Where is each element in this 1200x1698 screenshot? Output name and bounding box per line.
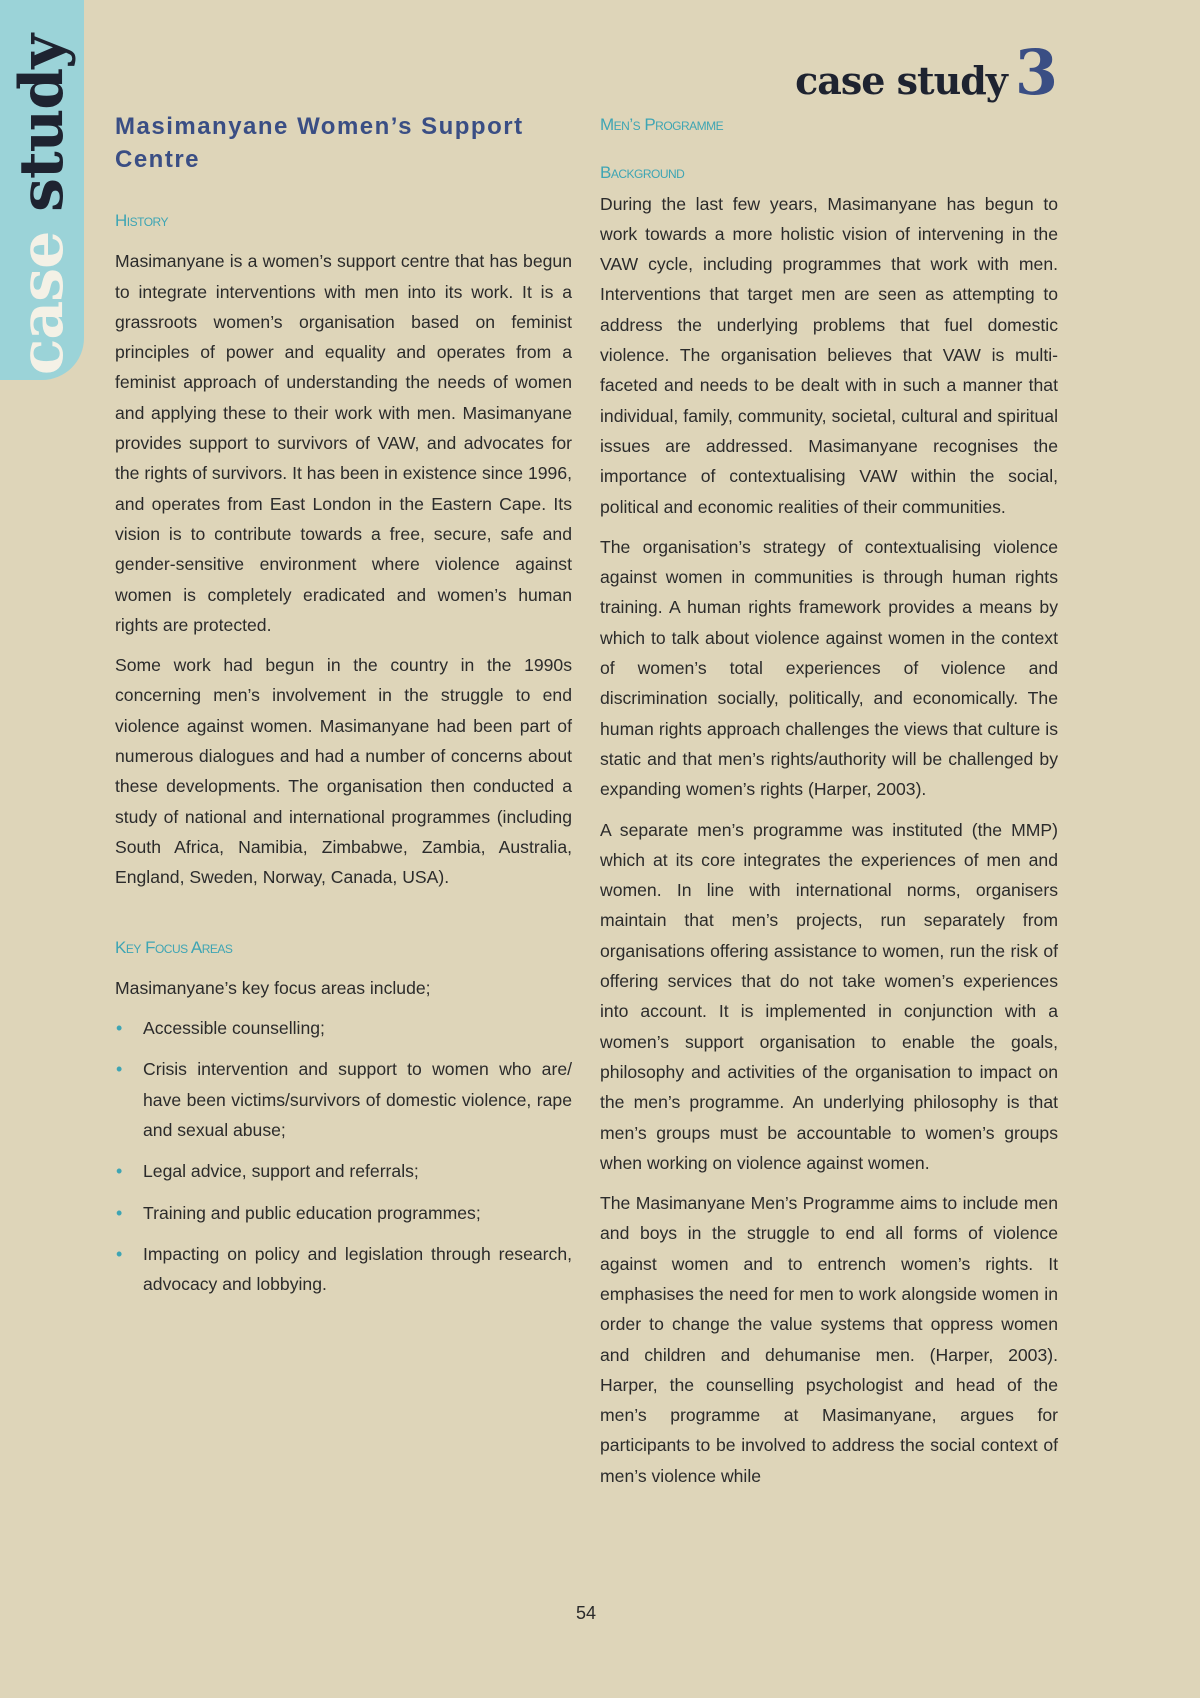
history-paragraph: Masimanyane is a women’s support centre that has begun to integrate interventions with men into its work. It is a grassroots women’s organisation based on feminist principles of power and equality and operates from a feminist approach of understanding the needs of women and applying these to their work with men. Masimanyane provides support to survivors of VAW, and advocates for the rights of survivors. It has been in existence since 1996, and operates from East London in the Eastern Cape. Its vision is to contribute towards a free, secure, safe and gender-sensitive environment where violence against women is completely eradicated and women’s human rights are protected. [115,251,572,635]
bullet-icon: • [116,1059,123,1080]
background-heading: Background [600,163,685,183]
list-item [115,1198,572,1228]
body-paragraph: The Masimanyane Men’s Programme aims to include men and boys in the struggle to end all forms of violence against women and to entrench women’s rights. It emphasises the need for men to work alongside women in order to change the value systems that oppress women and children and dehumanise men. (Harper, 2003). Harper, the counselling psychologist and head of the men’s programme at Masimanyane, argues for participants to be involved to address the social context of men’s violence while [600,1193,1058,1486]
side-tab-label-part2: study [7,34,77,212]
bullet-icon: • [116,1018,123,1039]
right-column [600,110,1058,1501]
side-tab-label-part1: case [7,231,77,376]
bullet-icon: • [116,1202,123,1223]
history-paragraph: Some work had begun in the country in the 1990s concerning men’s involvement in the struggle to end violence against women. Masimanyane had been part of numerous dialogues and had a number of concerns about these developments. The organisation then conducted a study of national and international programmes (including South Africa, Namibia, Zimbabwe, Zambia, Australia, England, Sweden, Norway, Canada, USA). [115,655,572,888]
bullet-icon: • [116,1243,123,1264]
list-item-text: Training and public education programmes; [143,1202,481,1223]
page-title: Masimanyane Women’s Support Centre [115,113,524,173]
case-study-label: case study [795,58,1007,103]
list-item [115,1156,572,1186]
page-number: 54 [575,1603,597,1623]
history-heading: History [115,211,169,230]
list-item [115,1239,572,1300]
key-focus-heading: Key Focus Areas [115,937,233,957]
key-focus-list [115,1013,572,1299]
list-item-text: Legal advice, support and referrals; [143,1161,419,1182]
list-item [115,1054,572,1145]
body-paragraph: The organisation’s strategy of contextualising violence against women in communities is through human rights training. A human rights framework provides a means by which to talk about violence against women in the context of women’s total experiences of violence and discrimination socially, politically, and economically. The human rights approach challenges the views that culture is static and that men’s rights/authority will be challenged by expanding women’s rights (Harper, 2003). [600,536,1058,800]
mens-programme-heading: Men’s Programme [600,115,724,134]
list-item-text: Impacting on policy and legislation through research, advocacy and lobbying. [143,1243,572,1295]
list-item-text: Accessible counselling; [143,1018,325,1039]
case-study-number: 3 [1014,36,1058,109]
left-column [115,110,572,1311]
key-focus-intro: Masimanyane’s key focus areas include; [115,977,431,998]
body-paragraph: During the last few years, Masimanyane has begun to work towards a more holistic vision of intervening in the VAW cycle, including programmes that work with men. Interventions that target men are seen as attempting to address the underlying problems that fuel domestic violence. The organisation believes that VAW is multi-faceted and needs to be dealt with in such a manner that individual, family, community, societal, cultural and spiritual issues are addressed. Masimanyane recognises the importance of contextualising VAW within the social, political and economic realities of their communities. [600,193,1058,517]
list-item-text: Crisis intervention and support to women who are/ have been victims/survivors of domestic violence, rape and sexual abuse; [143,1059,572,1141]
body-paragraph: A separate men’s programme was instituted (the MMP) which at its core integrates the experiences of men and women. In line with international norms, organisers maintain that men’s projects, run separately from organisations offering assistance to women, run the risk of offering services that do not take women’s experiences into account. It is implemented in conjunction with a women’s support organisation to enable the goals, philosophy and activities of the organisation to impact on the men’s programme. An underlying philosophy is that men’s groups must be accountable to women’s groups when working on violence against women. [600,819,1058,1173]
list-item [115,1013,572,1043]
side-tab-label [7,35,77,375]
case-study-header [795,36,1058,109]
bullet-icon: • [116,1161,123,1182]
side-tab [0,0,84,380]
